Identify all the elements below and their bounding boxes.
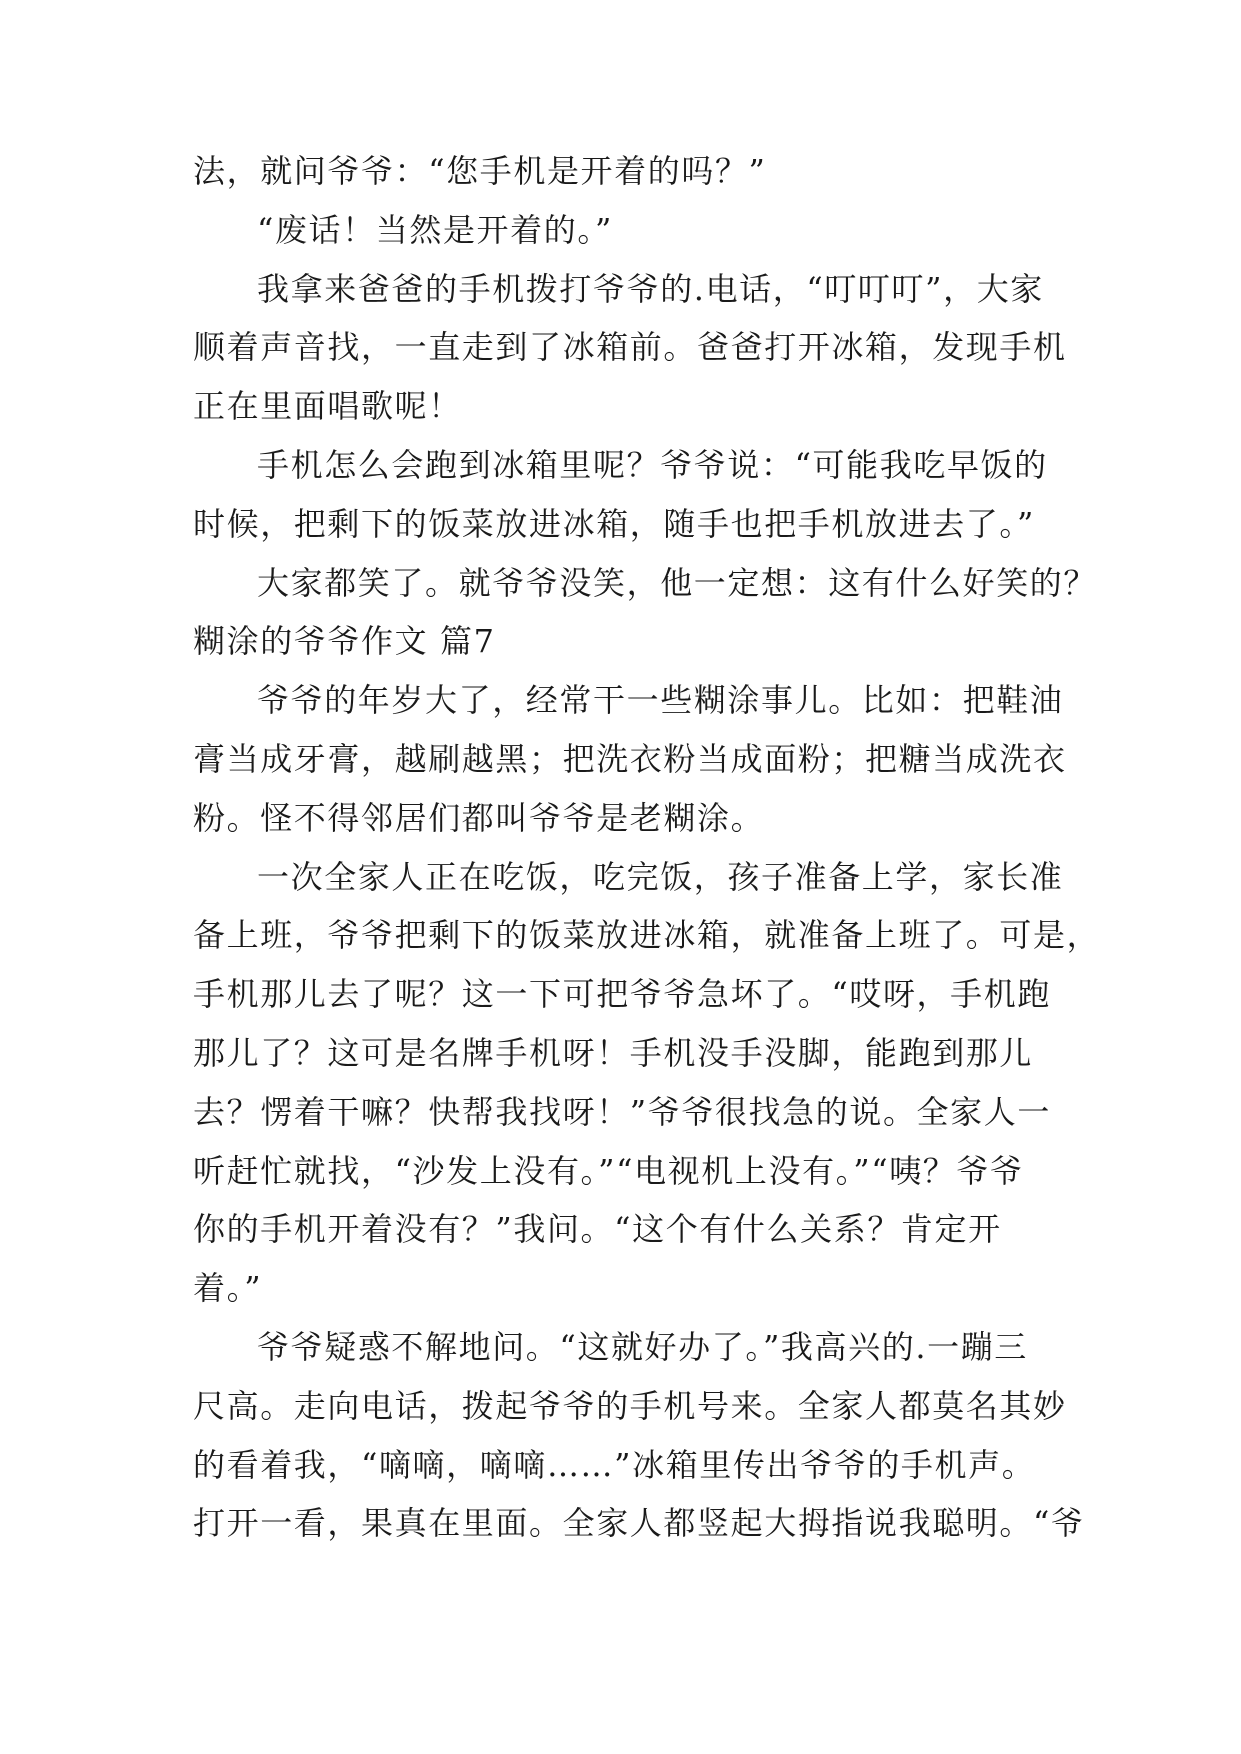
text-line: 手机怎么会跑到冰箱里呢？爷爷说：“可能我吃早饭的 xyxy=(257,445,1048,484)
text-line: 我拿来爸爸的手机拨打爷爷的.电话，“叮叮叮”，大家 xyxy=(257,269,1044,308)
text-line: 时候，把剩下的饭菜放进冰箱，随手也把手机放进去了。” xyxy=(193,504,1035,543)
text-line: 粉。怪不得邻居们都叫爷爷是老糊涂。 xyxy=(193,798,765,837)
text-line: 尺高。走向电话，拨起爷爷的手机号来。全家人都莫名其妙 xyxy=(193,1386,1067,1425)
text-line: 备上班，爷爷把剩下的饭菜放进冰箱，就准备上班了。可是， xyxy=(193,916,1101,955)
text-line: 膏当成牙膏，越刷越黑；把洗衣粉当成面粉；把糖当成洗衣 xyxy=(193,739,1067,778)
document-page xyxy=(193,142,1101,1553)
text-line: 正在里面唱歌呢！ xyxy=(193,387,462,426)
text-line: 你的手机开着没有？”我问。“这个有什么关系？肯定开 xyxy=(193,1210,1002,1249)
text-line: 爷爷的年岁大了，经常干一些糊涂事儿。比如：把鞋油 xyxy=(257,681,1064,720)
text-line: 法，就问爷爷：“您手机是开着的吗？” xyxy=(193,152,767,190)
section-heading: 糊涂的爷爷作文 篇7 xyxy=(193,622,496,661)
text-line: 顺着声音找，一直走到了冰箱前。爸爸打开冰箱，发现手机 xyxy=(193,328,1067,367)
text-line: 一次全家人正在吃饭，吃完饭，孩子准备上学，家长准 xyxy=(257,857,1064,896)
text-line: 那儿了？这可是名牌手机呀！手机没手没脚，能跑到那儿 xyxy=(193,1033,1034,1072)
text-line: 打开一看，果真在里面。全家人都竖起大拇指说我聪明。“爷 xyxy=(193,1504,1085,1543)
text-line: 手机那儿去了呢？这一下可把爷爷急坏了。“哎呀，手机跑 xyxy=(193,975,1051,1014)
text-line: 去？愣着干嘛？快帮我找呀！”爷爷很找急的说。全家人一 xyxy=(193,1092,1051,1131)
text-line: 听赶忙就找，“沙发上没有。”“电视机上没有。”“咦？爷爷 xyxy=(193,1151,1024,1190)
text-line: “废话！当然是开着的。” xyxy=(257,210,613,249)
text-line: 爷爷疑惑不解地问。“这就好办了。”我高兴的.一蹦三 xyxy=(257,1327,1028,1366)
text-line: 大家都笑了。就爷爷没笑，他一定想：这有什么好笑的？ xyxy=(257,563,1098,602)
text-line: 着。” xyxy=(193,1269,263,1308)
text-line: 的看着我，“嘀嘀，嘀嘀……”冰箱里传出爷爷的手机声。 xyxy=(193,1445,1036,1484)
